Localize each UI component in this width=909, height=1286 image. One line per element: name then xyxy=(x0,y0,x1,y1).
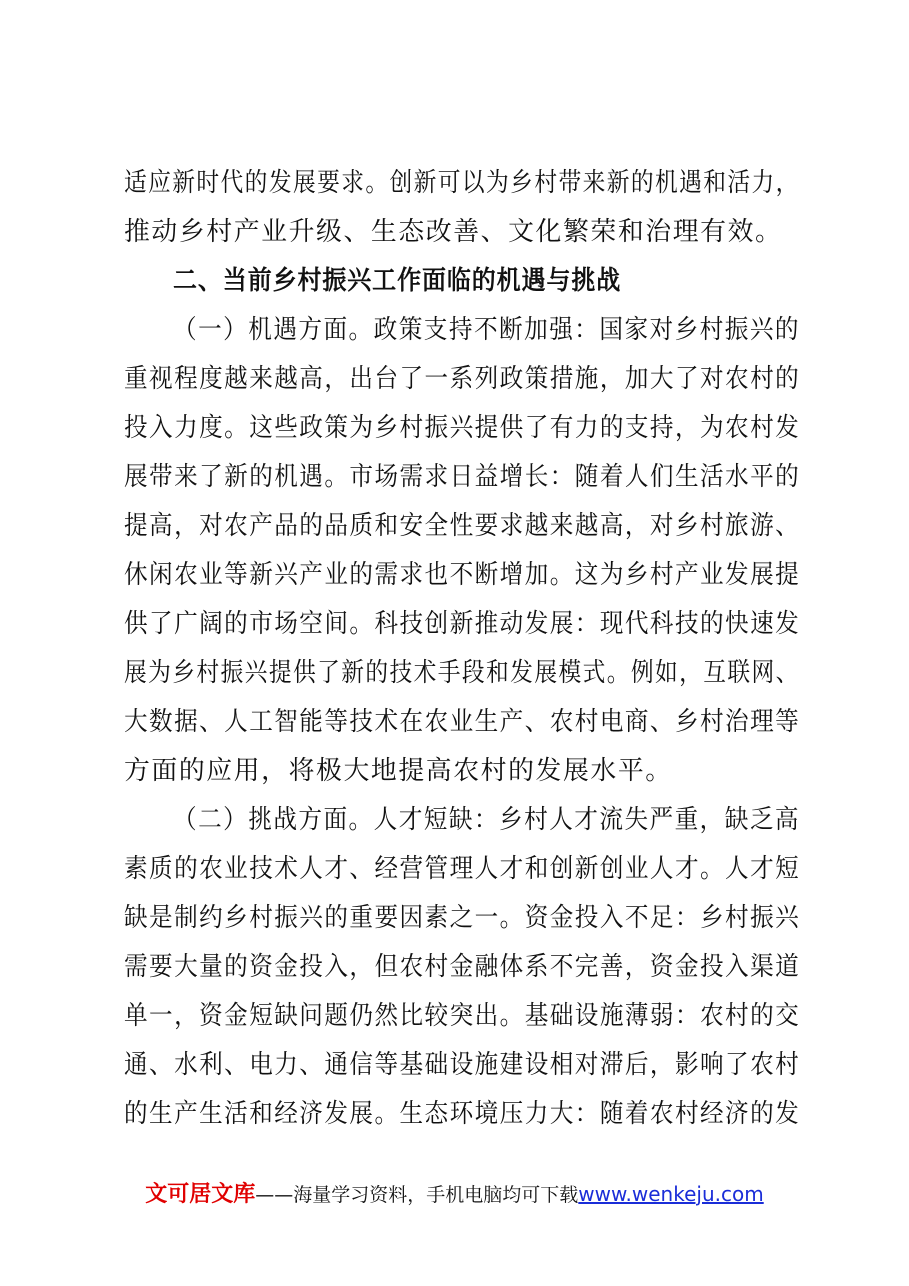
paragraph-line: 缺是制约乡村振兴的重要因素之一。资金投入不足：乡村振兴 xyxy=(124,903,801,933)
section-heading: 二、当前乡村振兴工作面临的机遇与挑战 xyxy=(173,266,622,296)
paragraph-line: 推动乡村产业升级、生态改善、文化繁荣和治理有效。 xyxy=(124,217,783,247)
footer-banner xyxy=(0,1180,909,1209)
website-link[interactable]: www.wenkeju.com xyxy=(578,1182,764,1206)
paragraph-line: 大数据、人工智能等技术在农业生产、农村电商、乡村治理等 xyxy=(124,707,801,737)
paragraph-line: 的生产生活和经济发展。生态环境压力大：随着农村经济的发 xyxy=(124,1099,801,1129)
paragraph-line: 重视程度越来越高，出台了一系列政策措施，加大了对农村的 xyxy=(124,364,801,394)
paragraph-line: 通、水利、电力、通信等基础设施建设相对滞后，影响了农村 xyxy=(124,1050,801,1080)
paragraph-line: 提高，对农产品的品质和安全性要求越来越高，对乡村旅游、 xyxy=(124,511,801,541)
paragraph-line: 适应新时代的发展要求。创新可以为乡村带来新的机遇和活力， xyxy=(124,168,800,198)
paragraph-line: 供了广阔的市场空间。科技创新推动发展：现代科技的快速发 xyxy=(124,609,801,639)
paragraph-line: 素质的农业技术人才、经营管理人才和创新创业人才。人才短 xyxy=(124,854,801,884)
paragraph-line: 休闲农业等新兴产业的需求也不断增加。这为乡村产业发展提 xyxy=(124,560,801,590)
footer-tagline: ——海量学习资料，手机电脑均可下载 xyxy=(255,1184,579,1206)
paragraph-line: 需要大量的资金投入，但农村金融体系不完善，资金投入渠道 xyxy=(124,952,801,982)
paragraph-line: 方面的应用，将极大地提高农村的发展水平。 xyxy=(124,756,673,786)
paragraph-line: 投入力度。这些政策为乡村振兴提供了有力的支持，为农村发 xyxy=(124,413,801,443)
paragraph-line: （一）机遇方面。政策支持不断加强：国家对乡村振兴的 xyxy=(173,315,801,345)
brand-name: 文可居文库 xyxy=(145,1182,256,1207)
paragraph-line: 展为乡村振兴提供了新的技术手段和发展模式。例如，互联网、 xyxy=(124,658,800,688)
paragraph-line: 单一，资金短缺问题仍然比较突出。基础设施薄弱：农村的交 xyxy=(124,1001,801,1031)
paragraph-line: 展带来了新的机遇。市场需求日益增长：随着人们生活水平的 xyxy=(124,462,801,492)
paragraph-line: （二）挑战方面。人才短缺：乡村人才流失严重，缺乏高 xyxy=(173,805,801,835)
